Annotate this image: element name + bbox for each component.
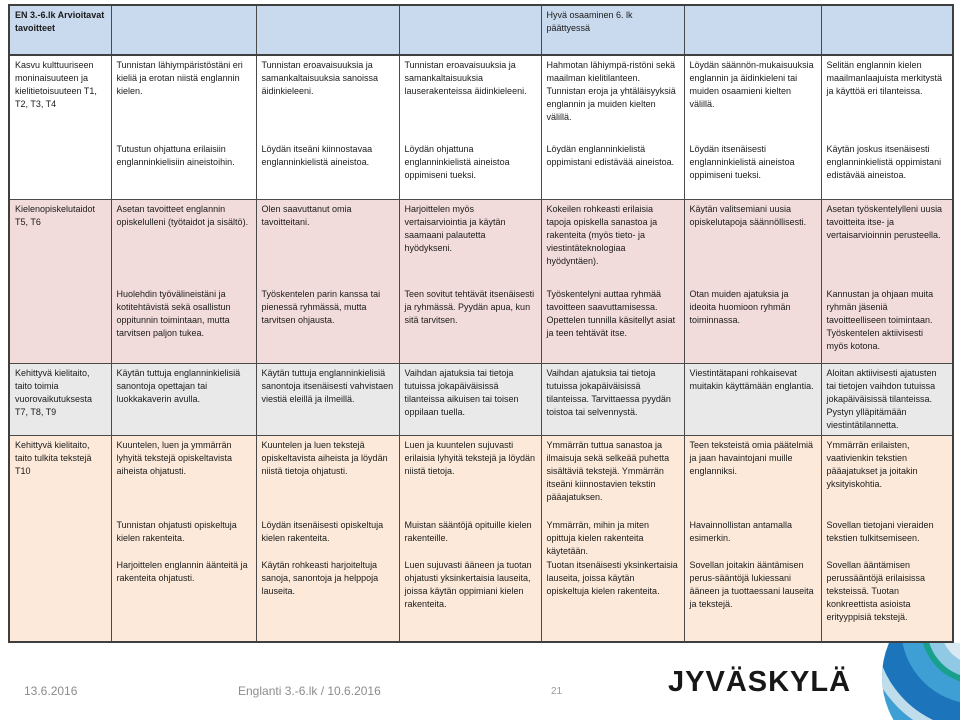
- cell-paragraph: Vaihdan ajatuksia tai tietoja tutuissa jokapäiväisissä tilanteissa. Tarvittaessa pyydän toistoa tai selvennystä.: [546, 367, 671, 417]
- cell-content: [405, 439, 536, 611]
- cell-paragraph: Hahmotan lähiympä-ristöni sekä maailman kielitilanteen. Tunnistan eroja ja yhtäläisyyksiä englannin ja muiden kielten välillä.: [546, 60, 676, 122]
- cell-paragraph: Ymmärrän, mihin ja miten opittuja kielen rakenteita käytetään.: [546, 519, 650, 556]
- row-label-cell: Kasvu kulttuuriseen moninaisuuteen ja kielitietoisuuteen T1, T2, T3, T4: [9, 55, 111, 199]
- cell-paragraph: Luen ja kuuntelen sujuvasti erilaisia lyhyitä tekstejä ja löydän niistä tietoja.: [404, 439, 536, 476]
- cell-content: [117, 439, 251, 585]
- cell-paragraph: Teen sovitut tehtävät itsenäisesti ja ryhmässä. Pyydän apua, kun sitä tarvitsen.: [404, 288, 535, 325]
- table-cell: [111, 55, 256, 199]
- cell-content: [262, 59, 394, 169]
- row-label-cell: Kehittyvä kielitaito, taito toimia vuorovaikutuksesta T7, T8, T9: [9, 363, 111, 435]
- cell-content: [405, 203, 536, 327]
- table-cell: [399, 55, 541, 199]
- table-row-text-interpretation: [9, 435, 953, 642]
- header-cell: [256, 5, 399, 55]
- cell-paragraph: Käytän tuttuja englanninkielisiä sanontoja itsenäisesti vahvistaen viestiä eleillä ja ilmeillä.: [261, 367, 394, 404]
- table-cell: [541, 199, 684, 363]
- cell-content: [690, 203, 816, 327]
- cell-paragraph: Tunnistan ohjatusti opiskeltuja kielen rakenteita.: [116, 519, 237, 543]
- cell-paragraph: Otan muiden ajatuksia ja ideoita huomioon ryhmän toiminnassa.: [689, 288, 791, 325]
- row-label-cell: Kehittyvä kielitaito, taito tulkita tekstejä T10: [9, 435, 111, 642]
- cell-paragraph: Olen saavuttanut omia tavoitteitani.: [261, 203, 352, 227]
- cell-content: [405, 367, 536, 419]
- header-cell: [821, 5, 953, 55]
- cell-paragraph: Kuuntelen, luen ja ymmärrän lyhyitä tekstejä opiskeltavista aiheista ohjatusti.: [116, 439, 233, 476]
- cell-paragraph: Ymmärrän tuttua sanastoa ja ilmaisuja sekä selkeää puhetta sisältäviä tekstejä. Ymmärrän itseäni kiinnostavien tekstin pääajatuksen.: [546, 439, 670, 502]
- table-cell: [821, 199, 953, 363]
- table-cell: [541, 55, 684, 199]
- cell-paragraph: Luen sujuvasti ääneen ja tuotan ohjatusti yksinkertaisia lauseita, joissa käytän oppimiani kielen rakenteita.: [404, 559, 532, 609]
- cell-content: [827, 203, 948, 353]
- table-cell: [684, 55, 821, 199]
- cell-paragraph: Viestintätapani rohkaisevat muitakin käyttämään englantia.: [689, 367, 814, 391]
- header-cell: [111, 5, 256, 55]
- cell-paragraph: Asetan tavoitteet englannin opiskelulleni (työtaidot ja sisältö).: [116, 203, 249, 227]
- cell-paragraph: Teen teksteistä omia päätelmiä ja jaan havaintojani muille englanniksi.: [689, 439, 814, 476]
- jyvaskyla-logo-text: JYVÄSKYLÄ: [668, 666, 852, 698]
- cell-content: [547, 203, 679, 340]
- table-cell: [684, 199, 821, 363]
- cell-content: [547, 59, 679, 169]
- header-cell: [684, 5, 821, 55]
- table-cell: [821, 55, 953, 199]
- cell-paragraph: Kannustan ja ohjaan muita ryhmän jäseniä tavoitteelliseen toimintaan. Työskentelen aktiivisesti myös kotona.: [826, 288, 934, 351]
- cell-paragraph: Tutustun ohjattuna erilaisiin englanninkielisiin aineistoihin.: [116, 144, 235, 167]
- table-cell: [111, 363, 256, 435]
- cell-paragraph: Kokeilen rohkeasti erilaisia tapoja opiskella sanastoa ja rakenteita (myös tieto- ja viestintäteknologiaa hyödyntäen).: [546, 203, 658, 266]
- cell-paragraph: Muistan sääntöjä opituille kielen rakenteille.: [404, 519, 532, 543]
- cell-paragraph: Tunnistan lähiympäristöstäni eri kieliä ja erotan niistä englannin kielen.: [116, 60, 243, 96]
- assessment-goals-table: [8, 4, 954, 643]
- cell-paragraph: Tunnistan eroavaisuuksia ja samankaltaisuuksia sanoissa äidinkieleeni.: [261, 60, 379, 96]
- cell-paragraph: Käytän tuttuja englanninkielisiä sanontoja opettajan tai luokkakaverin avulla.: [116, 367, 241, 404]
- header-cell-objectives: EN 3.-6.lk Arvioitavat tavoitteet: [9, 5, 111, 55]
- header-cell-good-competence: Hyvä osaaminen 6. lk päättyessä: [541, 5, 684, 55]
- table-cell: [111, 199, 256, 363]
- table-cell: [256, 55, 399, 199]
- table-cell: [399, 435, 541, 642]
- header-cell: [399, 5, 541, 55]
- cell-paragraph: Tuotan itsenäisesti yksinkertaisia lauseita, joissa käytän opiskeltuja kielen rakenteita.: [546, 559, 678, 596]
- cell-paragraph: Löydän säännön-mukaisuuksia englannin ja äidinkieleni tai muiden osaamieni kielten välillä.: [689, 60, 814, 109]
- cell-paragraph: Havainnollistan antamalla esimerkin.: [689, 519, 793, 543]
- cell-content: [117, 367, 251, 406]
- table-cell: [399, 363, 541, 435]
- table-cell: [541, 435, 684, 642]
- cell-content: [827, 439, 948, 624]
- cell-content: [690, 59, 816, 182]
- cell-paragraph: Käytän valitsemiani uusia opiskelutapoja säännöllisesti.: [689, 203, 807, 227]
- table-cell: [256, 363, 399, 435]
- footer-date: 13.6.2016: [24, 684, 78, 698]
- cell-paragraph: Työskentelen parin kanssa tai pienessä ryhmässä, mutta tarvitsen ohjausta.: [261, 288, 381, 325]
- table-cell: [821, 435, 953, 642]
- cell-paragraph: Löydän englanninkielistä oppimistani edistävää aineistoa.: [546, 144, 675, 167]
- cell-content: [827, 59, 948, 182]
- cell-content: [262, 367, 394, 406]
- table-cell: [684, 435, 821, 642]
- table-cell: [256, 199, 399, 363]
- cell-paragraph: Löydän itseäni kiinnostavaa englanninkielistä aineistoa.: [261, 144, 373, 167]
- cell-paragraph: Vaihdan ajatuksia tai tietoja tutuissa jokapäiväisissä tilanteissa aikuisen tai toisen oppilaan tuella.: [404, 367, 519, 417]
- table-header-row: [9, 5, 953, 55]
- table-cell: [541, 363, 684, 435]
- cell-content: [827, 367, 948, 432]
- cell-paragraph: Asetan työskentelylleni uusia tavoitteita itse- ja vertaisarvioinnin perusteella.: [826, 203, 943, 240]
- table-cell: [399, 199, 541, 363]
- cell-paragraph: Työskentelyni auttaa ryhmää tavoitteen saavuttamisessa. Opettelen tunnilla käsitellyt asiat ja teen tehtävät itse.: [546, 288, 676, 338]
- cell-content: [405, 59, 536, 182]
- cell-paragraph: Sovellan ääntämisen perussääntöjä erilaisissa teksteissä. Tuotan konkreettista asioista erityyppisiä tekstejä.: [826, 559, 926, 622]
- cell-content: [547, 367, 679, 419]
- row-label-cell: Kielenopiskelutaidot T5, T6: [9, 199, 111, 363]
- cell-paragraph: Sovellan joitakin ääntämisen perus-sääntöjä lukiessani ääneen ja tuottaessani lauseita ja tekstejä.: [689, 559, 814, 609]
- cell-paragraph: Aloitan aktiivisesti ajatusten tai tietojen vaihdon tutuissa jokapäiväisissä tilanteissa. Pystyn ylläpitämään viestintätilannetta.: [826, 367, 937, 430]
- cell-content: [262, 203, 394, 327]
- cell-content: [690, 367, 816, 393]
- cell-content: [547, 439, 679, 598]
- page-number: 21: [551, 686, 563, 697]
- cell-content: [117, 59, 251, 169]
- cell-paragraph: Tunnistan eroavaisuuksia ja samankaltaisuuksia lauserakenteissa äidinkieleeni.: [404, 60, 527, 96]
- table-row-cultural-growth: [9, 55, 953, 199]
- table-cell: [256, 435, 399, 642]
- cell-content: [690, 439, 816, 611]
- cell-paragraph: Löydän itsenäisesti englanninkielistä aineistoa oppimiseni tueksi.: [689, 144, 795, 180]
- cell-paragraph: Sovellan tietojani vieraiden tekstien tulkitsemiseen.: [826, 519, 934, 543]
- table-row-study-skills: [9, 199, 953, 363]
- cell-paragraph: Harjoittelen englannin äänteitä ja rakenteita ohjatusti.: [116, 559, 248, 583]
- cell-paragraph: Löydän ohjattuna englanninkielistä aineistoa oppimiseni tueksi.: [404, 144, 510, 180]
- footer-title: Englanti 3.-6.lk / 10.6.2016: [238, 684, 381, 698]
- cell-paragraph: Huolehdin työvälineistäni ja kotitehtävistä sekä osallistun oppitunnin toimintaan, mutta tarvitsen paljon tukea.: [116, 288, 231, 338]
- table-row-interaction-skills: [9, 363, 953, 435]
- cell-paragraph: Selitän englannin kielen maailmanlaajuista merkitystä ja käyttöä eri tilanteissa.: [826, 60, 943, 96]
- cell-paragraph: Käytän rohkeasti harjoiteltuja sanoja, sanontoja ja helppoja lauseita.: [261, 559, 379, 596]
- table-cell: [821, 363, 953, 435]
- cell-paragraph: Löydän itsenäisesti opiskeltuja kielen rakenteita.: [261, 519, 384, 543]
- jyvaskyla-logo-swirl-icon: [872, 643, 960, 720]
- cell-paragraph: Kuuntelen ja luen tekstejä opiskeltavista aiheista ja löydän niistä tietoja ohjatusti.: [261, 439, 388, 476]
- cell-paragraph: Käytän joskus itsenäisesti englanninkielistä oppimistani edistävää aineistoa.: [826, 144, 942, 180]
- table-cell: [111, 435, 256, 642]
- cell-paragraph: Ymmärrän erilaisten, vaativienkin tekstien pääajatukset ja joitakin yksityiskohtia.: [826, 439, 918, 489]
- cell-content: [117, 203, 251, 340]
- cell-paragraph: Harjoittelen myös vertaisarviointia ja käytän saamaani palautetta hyödykseni.: [404, 203, 506, 253]
- cell-content: [262, 439, 394, 598]
- table-cell: [684, 363, 821, 435]
